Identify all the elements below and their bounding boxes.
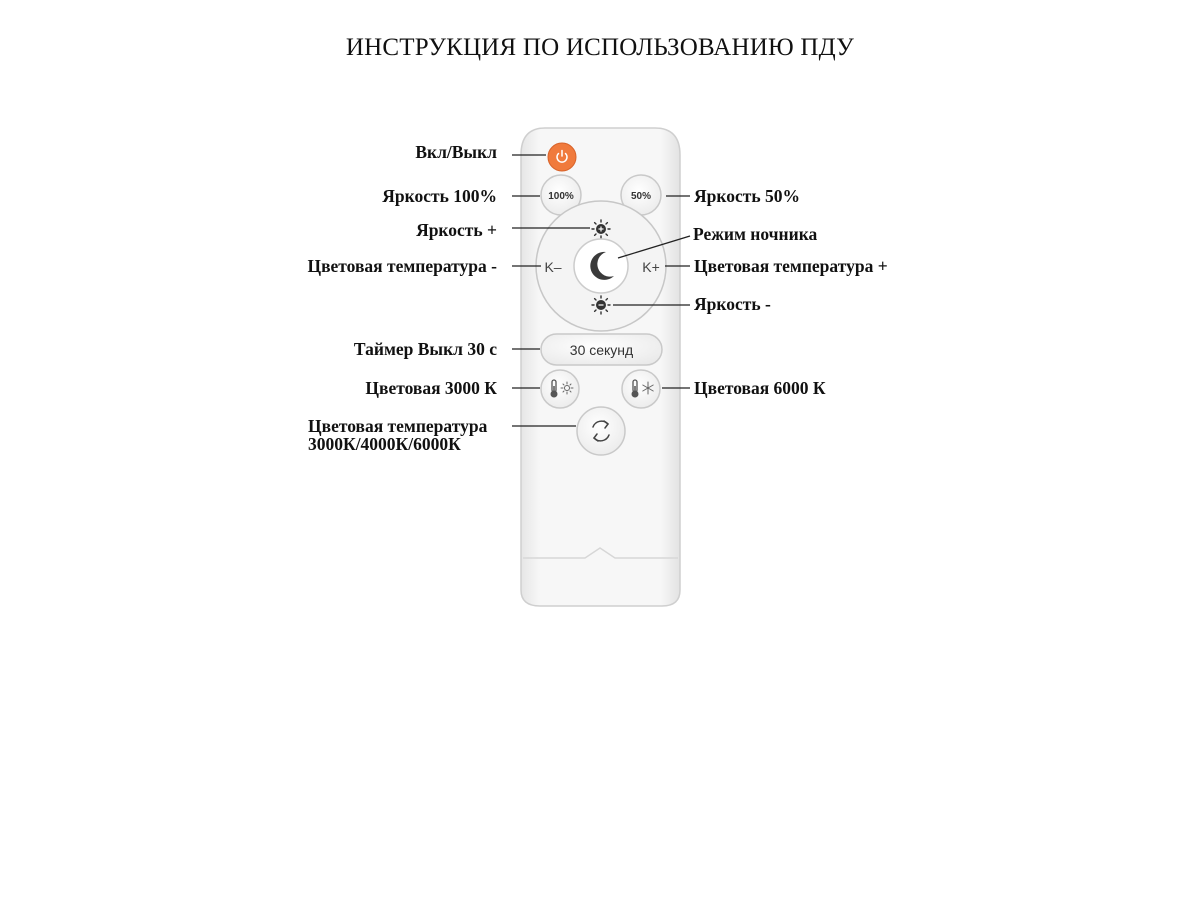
label-color-6000: Цветовая 6000 К	[694, 378, 826, 398]
color-6000-button[interactable]	[622, 370, 660, 408]
night-mode-button[interactable]	[574, 239, 628, 293]
timer-button[interactable]	[541, 334, 662, 365]
power-button[interactable]	[548, 143, 576, 171]
label-timer: Таймер Выкл 30 с	[353, 339, 497, 359]
color-cycle-button[interactable]	[577, 407, 625, 455]
label-brightness-minus: Яркость -	[694, 294, 771, 314]
label-brightness-plus: Яркость +	[416, 220, 497, 240]
k-minus-label: K–	[544, 259, 562, 275]
color-temp-plus-button[interactable]	[642, 259, 660, 275]
k-plus-label: K+	[642, 259, 660, 275]
label-color-3000: Цветовая 3000 К	[365, 378, 497, 398]
label-color-temp-plus: Цветовая температура +	[694, 256, 888, 276]
label-power: Вкл/Выкл	[415, 142, 497, 162]
label-color-temp-minus: Цветовая температура -	[307, 256, 497, 276]
label-color-cycle-line2: 3000К/4000К/6000К	[308, 434, 461, 454]
brightness-100-label: 100%	[548, 191, 574, 202]
label-brightness-50: Яркость 50%	[694, 186, 800, 206]
label-color-cycle	[308, 417, 487, 453]
brightness-50-label: 50%	[630, 191, 652, 202]
page-title: ИНСТРУКЦИЯ ПО ИСПОЛЬЗОВАНИЮ ПДУ	[345, 34, 855, 61]
label-brightness-100: Яркость 100%	[382, 186, 497, 206]
label-color-cycle-line1: Цветовая температура	[308, 416, 488, 436]
timer-button-label: 30 секунд	[569, 342, 634, 358]
label-night-mode: Режим ночника	[693, 224, 818, 244]
color-temp-minus-button[interactable]	[544, 259, 561, 275]
color-3000-button[interactable]	[541, 370, 579, 408]
